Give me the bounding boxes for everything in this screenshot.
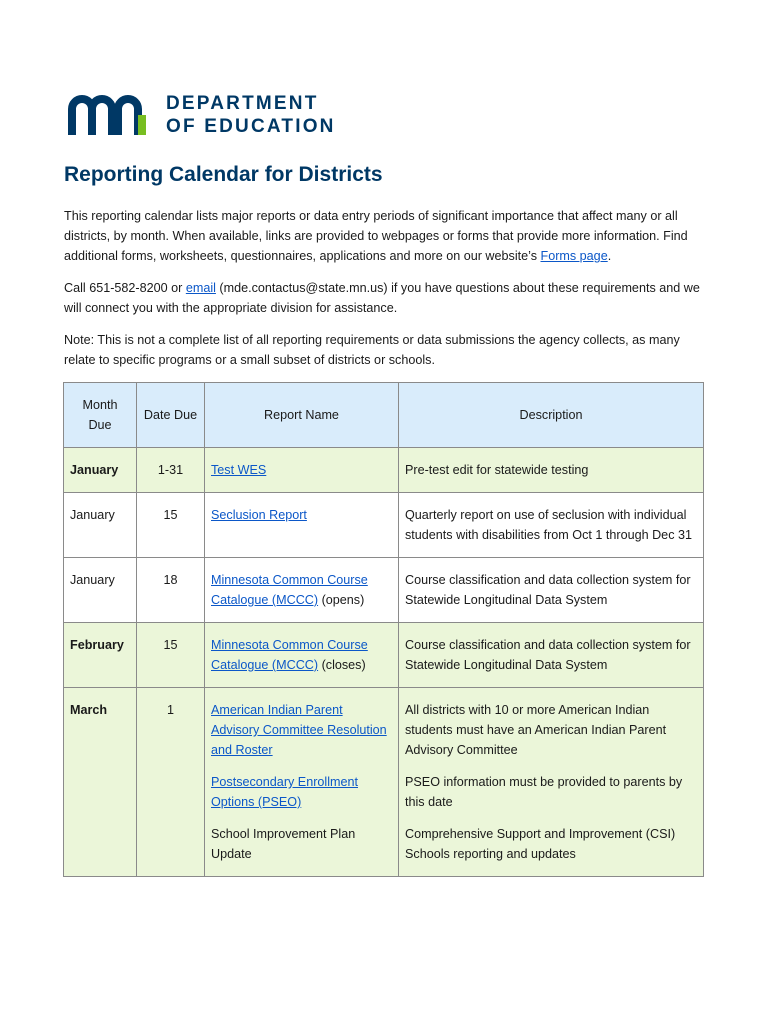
description-cell: Pre-test edit for statewide testing — [399, 448, 704, 493]
page-title: Reporting Calendar for Districts — [64, 163, 383, 186]
table-row — [64, 688, 704, 877]
report-link[interactable]: Test WES — [211, 463, 267, 477]
contact-text-start: Call 651-582-8200 or — [64, 281, 186, 295]
description-cell: Course classification and data collection system for Statewide Longitudinal Data System — [399, 558, 704, 623]
description-cell: Course classification and data collection system for Statewide Longitudinal Data System — [399, 623, 704, 688]
date-cell: 1-31 — [137, 448, 205, 493]
logo-wordmark — [166, 92, 336, 138]
description-text: PSEO information must be provided to parents by this date — [405, 775, 683, 809]
forms-page-link[interactable]: Forms page — [540, 249, 608, 263]
report-name: School Improvement Plan Update — [211, 827, 356, 861]
table-row — [64, 493, 704, 558]
logo-line-1: DEPARTMENT — [166, 93, 319, 114]
contact-text-rest: (mde.contactus@state.mn.us) if you have questions about these requirements and we will connect you with the appropriate division for assistance. — [64, 281, 700, 315]
intro-text: This reporting calendar lists major reports or data entry periods of significant importance that affect many or all districts, by month. When available, links are provided to webpages or forms that provide more information. Find additional forms, worksheets, questionnaires, applications and more on our website’s — [64, 209, 688, 263]
description-text: Comprehensive Support and Improvement (CSI) Schools reporting and updates — [405, 827, 676, 861]
mde-logo — [68, 92, 336, 138]
report-link[interactable]: American Indian Parent Advisory Committee Resolution and Roster — [211, 703, 387, 757]
header-report-name: Report Name — [205, 383, 399, 448]
month-cell: January — [64, 558, 137, 623]
report-link[interactable]: Minnesota Common Course Catalogue (MCCC) — [211, 638, 368, 672]
date-cell: 18 — [137, 558, 205, 623]
contact-paragraph — [64, 278, 714, 318]
date-cell: 15 — [137, 493, 205, 558]
reporting-calendar-table — [63, 382, 704, 877]
table-row — [64, 448, 704, 493]
month-cell: January — [64, 493, 137, 558]
report-cell — [205, 688, 399, 877]
description-text: All districts with 10 or more American Indian students must have an American Indian Parent Advisory Committee — [405, 703, 667, 757]
date-cell: 1 — [137, 688, 205, 877]
report-link[interactable]: Postsecondary Enrollment Options (PSEO) — [211, 775, 358, 809]
month-cell: March — [64, 688, 137, 877]
month-cell: February — [64, 623, 137, 688]
logo-line-2: OF EDUCATION — [166, 116, 336, 137]
header-date-due: Date Due — [137, 383, 205, 448]
report-cell — [205, 493, 399, 558]
header-month-due: Month Due — [64, 383, 137, 448]
report-status: (opens) — [318, 593, 365, 607]
report-link[interactable]: Seclusion Report — [211, 508, 307, 522]
table-row — [64, 558, 704, 623]
table-header-row — [64, 383, 704, 448]
report-status: (closes) — [318, 658, 366, 672]
description-cell: Quarterly report on use of seclusion with individual students with disabilities from Oct 1 through Dec 31 — [399, 493, 704, 558]
date-cell: 15 — [137, 623, 205, 688]
report-link[interactable]: Minnesota Common Course Catalogue (MCCC) — [211, 573, 368, 607]
mn-logo-icon — [68, 95, 154, 135]
month-cell: January — [64, 448, 137, 493]
report-cell — [205, 623, 399, 688]
table-row — [64, 623, 704, 688]
report-cell — [205, 448, 399, 493]
intro-paragraph-1 — [64, 206, 714, 266]
report-cell — [205, 558, 399, 623]
intro-end: . — [607, 249, 612, 263]
header-description: Description — [399, 383, 704, 448]
description-cell — [399, 688, 704, 877]
note-paragraph: Note: This is not a complete list of all reporting requirements or data submissions the agency collects, as many relate to specific programs or a small subset of districts or schools. — [64, 333, 680, 367]
email-link[interactable]: email — [185, 281, 216, 295]
